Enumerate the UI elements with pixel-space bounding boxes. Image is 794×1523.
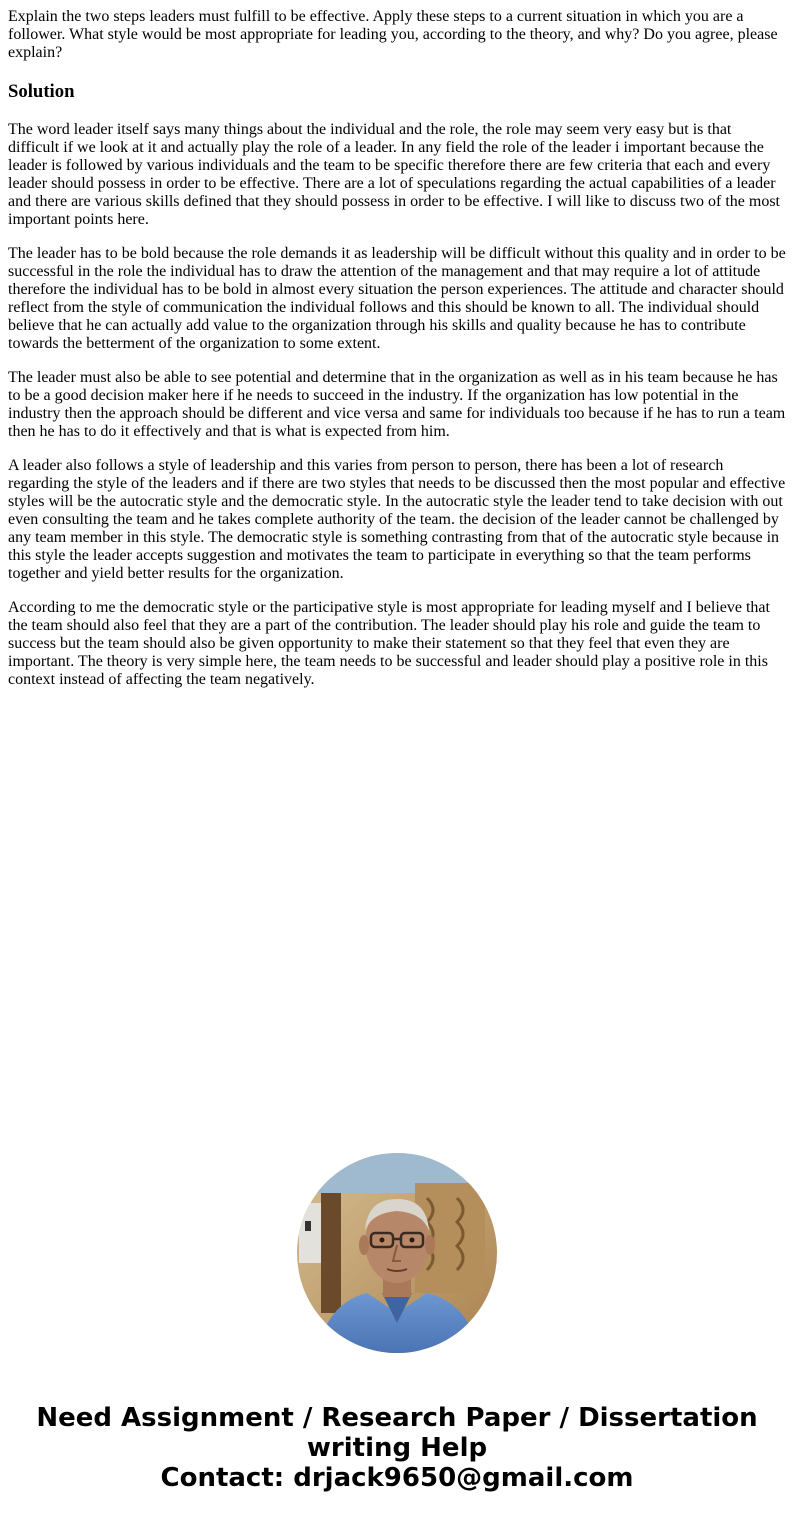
cta-line-1: Need Assignment / Research Paper / Dissertation [36,1403,758,1433]
cta-contact-email: Contact: drjack9650@gmail.com [160,1463,634,1493]
person-photo-icon [297,1153,497,1353]
solution-paragraph-3: The leader must also be able to see potential and determine that in the organization as well as in his team because he has to be a good decision maker here if he needs to succeed in the industry. If the organization has low potential in the industry then the approach should be different and vice versa and same for individuals too because if he has to run a team then he has to do it effectively and that is what is expected from him. [8,369,786,440]
solution-paragraph-2: The leader has to be bold because the role demands it as leadership will be difficult without this quality and in order to be successful in the role the individual has to draw the attention of the management and that may require a lot of attitude therefore the individual has to be bold in almost every situation the person experiences. The attitude and character should reflect from the style of communication the individual follows and this should be known to all. The individual should believe that he can actually add value to the organization through his skills and quality because he has to contribute towards the betterment of the organization to some extent. [8,245,786,352]
contact-banner [0,1403,794,1493]
author-avatar [297,1153,497,1353]
solution-paragraph-5: According to me the democratic style or the participative style is most appropriate for leading myself and I believe that the team should also feel that they are a part of the contribution. The leader should play his role and guide the team to success but the team should also be given opportunity to make their statement so that they feel that even they are important. The theory is very simple here, the team needs to be successful and leader should play a positive role in this context instead of affecting the team negatively. [8,599,770,688]
solution-paragraph-1: The word leader itself says many things about the individual and the role, the role may seem very easy but is that difficult if we look at it and actually play the role of a leader. In any field the role of the leader i important because the leader is followed by various individuals and the team to be specific therefore there are few criteria that each and every leader should possess in order to be effective. There are a lot of speculations regarding the actual capabilities of a leader and there are various skills defined that they should possess in order to be effective. I will like to discuss two of the most important points here. [8,121,780,228]
cta-line-2: writing Help [306,1433,488,1463]
question-text: Explain the two steps leaders must fulfill to be effective. Apply these steps to a current situation in which you are a follower. What style would be most appropriate for leading you, according to the theory, and why? Do you agree, please explain? [8,8,778,61]
document-body [8,8,786,705]
solution-paragraph-4: A leader also follows a style of leadership and this varies from person to person, there has been a lot of research regarding the style of the leaders and if there are two styles that needs to be discussed then the most popular and effective styles will be the autocratic style and the democratic style. In the autocratic style the leader tend to take decision with out even consulting the team and he takes complete authority of the team. the decision of the leader cannot be challenged by any team member in this style. The democratic style is something contrasting from that of the autocratic style because in this style the leader accepts suggestion and motivates the team to participate in everything so that the team performs together and yield better results for the organization. [8,457,786,582]
solution-heading: Solution [8,81,75,102]
